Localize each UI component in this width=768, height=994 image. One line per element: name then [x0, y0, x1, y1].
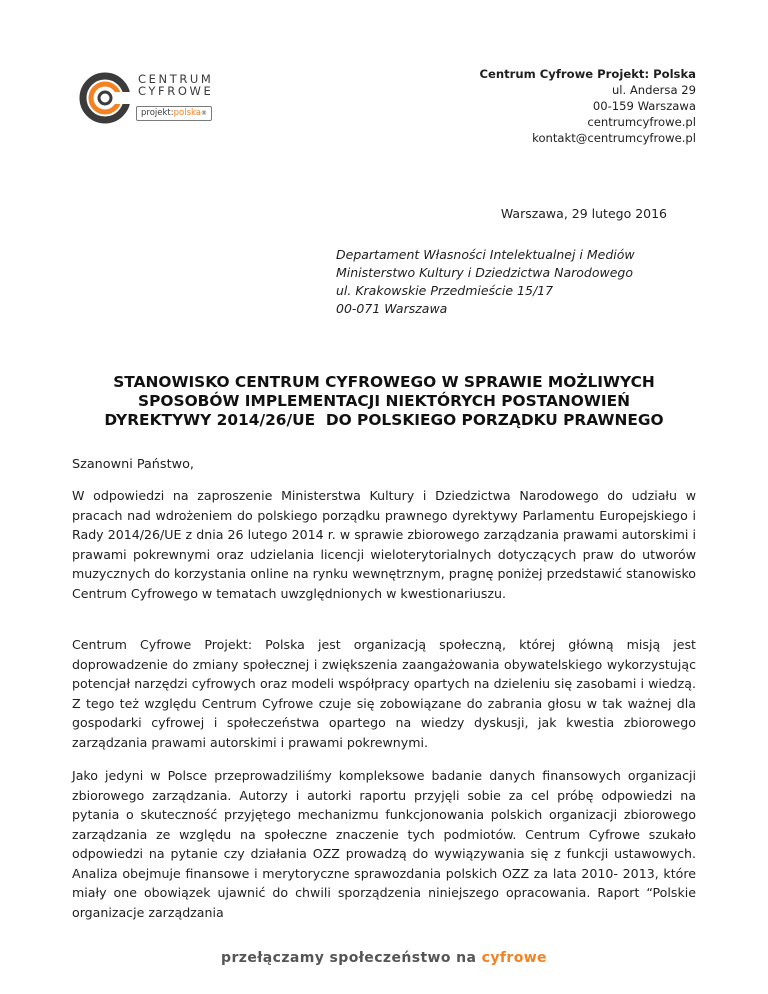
- recipient-line-4: 00-071 Warszawa: [336, 301, 448, 316]
- sender-email[interactable]: kontakt@centrumcyfrowe.pl: [532, 131, 696, 145]
- centrum-cyfrowe-logo: [78, 68, 228, 128]
- logo-badge-prefix: projekt:: [141, 108, 174, 118]
- logo-badge: [136, 106, 212, 121]
- title-line-2: SPOSOBÓW IMPLEMENTACJI NIEKTÓRYCH POSTANOWIEŃ: [138, 392, 630, 410]
- title-line-1: STANOWISKO CENTRUM CYFROWEGO W SPRAWIE MOŻLIWYCH: [113, 373, 655, 391]
- recipient-line-3: ul. Krakowskie Przedmieście 15/17: [336, 283, 554, 298]
- sender-street: ul. Andersa 29: [611, 83, 696, 97]
- logo-badge-accent: polska: [173, 108, 201, 118]
- sender-website[interactable]: centrumcyfrowe.pl: [587, 115, 696, 129]
- body-paragraph-1: W odpowiedzi na zaproszenie Ministerstwa Kultury i Dziedzictwa Narodowego do udziału w pracach nad wdrożeniem do polskiego porządku prawnego dyrektywy Parlamentu Europejskiego i Rady 2014/26/UE z dnia 26 lutego 2014 r. w sprawie zbiorowego zarządzania prawami autorskimi i prawami pokrewnymi oraz udzielania licencji wieloterytorialnych dotyczących praw do utworów muzycznych do korzystania online na rynku wewnętrznym, pragnę poniżej przedstawić stanowisko Centrum Cyfrowego w tematach uwzględnionych w kwestionariuszu.: [72, 488, 696, 601]
- sender-postal: 00-159 Warszawa: [592, 99, 696, 113]
- footer-slogan: [0, 950, 768, 966]
- logo-badge-mark: ®: [201, 110, 207, 117]
- recipient-line-2: Ministerstwo Kultury i Dziedzictwa Narodowego: [336, 265, 634, 280]
- logo-wordmark: [138, 73, 213, 97]
- sender-address: [480, 66, 696, 146]
- salutation: Szanowni Państwo,: [72, 457, 194, 472]
- recipient-address: [336, 246, 635, 318]
- footer-text: przełączamy społeczeństwo na: [221, 950, 477, 966]
- footer-accent: cyfrowe: [481, 950, 547, 966]
- logo-line-1: CENTRUM: [138, 72, 214, 86]
- recipient-line-1: Departament Własności Intelektualnej i Mediów: [336, 247, 635, 262]
- document-title: [76, 373, 692, 430]
- sender-name: Centrum Cyfrowe Projekt: Polska: [479, 67, 696, 81]
- letter-date: Warszawa, 29 lutego 2016: [500, 206, 667, 221]
- body-paragraph-2: Centrum Cyfrowe Projekt: Polska jest organizacją społeczną, której główną misją jest doprowadzenie do zmiany społecznej i zwiększenia zaangażowania obywatelskiego wykorzystując potencjał narzędzi cyfrowych oraz modeli współpracy opartych na dzieleniu się zasobami i wiedzą. Z tego też względu Centrum Cyfrowe czuje się zobowiązane do zabrania głosu w tak ważnej dla gospodarki cyfrowej i społeczeństwa opartego na wiedzy dyskusji, jak kwestia zbiorowego zarządzania prawami autorskimi i prawami pokrewnymi.: [72, 637, 696, 750]
- body-paragraph-3: Jako jedyni w Polsce przeprowadziliśmy kompleksowe badanie danych finansowych organizacji zbiorowego zarządzania. Autorzy i autorki raportu przyjęli sobie za cel próbę odpowiedzi na pytania o skuteczność przyjętego mechanizmu funkcjonowania polskich organizacji zbiorowego zarządzania ze względu na społeczne znaczenie tych podmiotów. Centrum Cyfrowe szukało odpowiedzi na pytanie czy działania OZZ prowadzą do wywiązywania się z funkcji ustawowych. Analiza obejmuje finansowe i merytoryczne sprawozdania polskich OZZ za lata 2010- 2013, które miały one obowiązek ujawnić do chwili sporządzenia niniejszego opracowania. Raport “Polskie organizacje zarządzania: [72, 768, 696, 920]
- logo-circle-icon: [78, 71, 132, 125]
- title-line-3: DYREKTYWY 2014/26/UE DO POLSKIEGO PORZĄDKU PRAWNEGO: [104, 411, 664, 429]
- logo-line-2: CYFROWE: [138, 84, 214, 98]
